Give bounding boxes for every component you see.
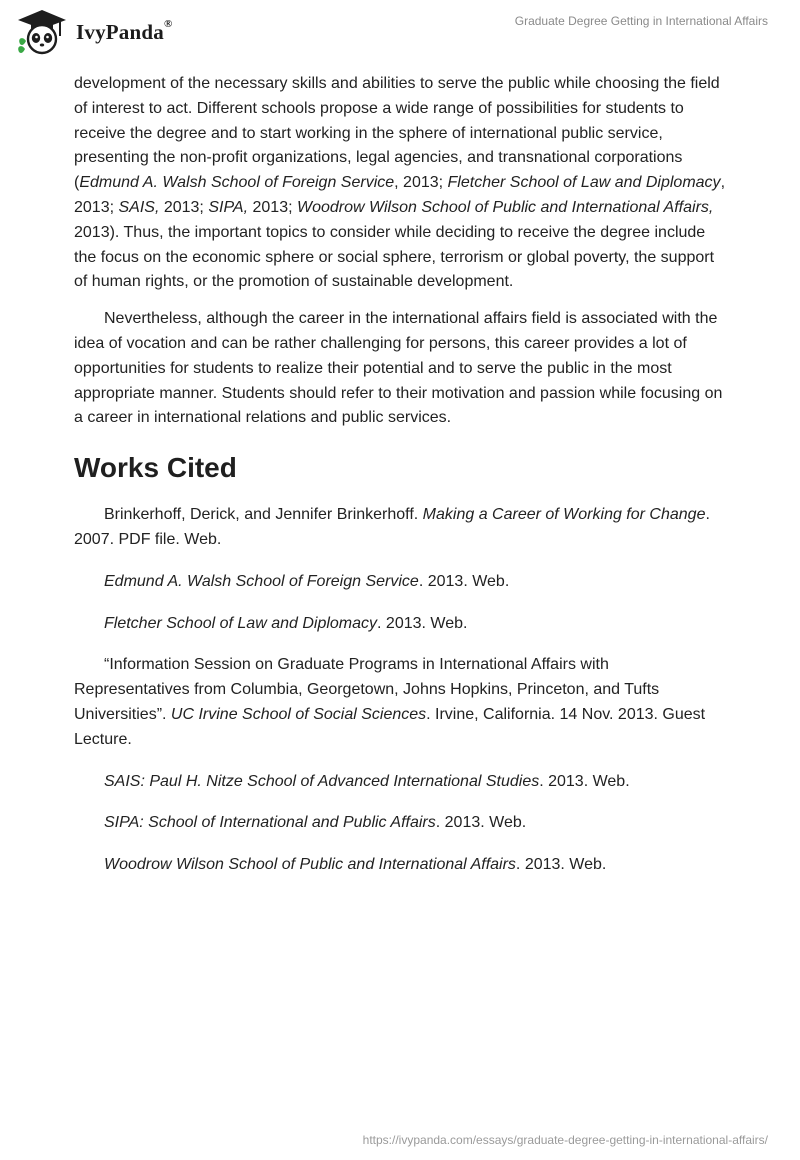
text-run: , 2013; <box>394 174 448 192</box>
text-run: . 2013. Web. <box>435 814 527 832</box>
citation-entry <box>74 853 726 878</box>
text-run: development of the necessary skills and abilities to serve the public while choosing the field of interest to act. Different schools propose a wide range of possibilities for students to receive the degree and to start working in the sphere of international public service, presenting the non-profit organizations, legal agencies, and transnational corporations ( <box>74 75 720 192</box>
document-body <box>74 72 726 895</box>
body-paragraph-conclusion: Nevertheless, although the career in the international affairs field is associated with the idea of vocation and can be rather challenging for persons, this career provides a lot of opportunities for students to realize their potential and to serve the public in the most appropriate manner. Students should refer to their motivation and passion while focusing on a career in international relations and public services. <box>74 310 723 427</box>
body-paragraph-continued <box>74 72 726 295</box>
panda-graduate-icon <box>14 8 70 56</box>
text-run: 2013; <box>159 198 209 216</box>
text-run: , 2013; <box>74 174 726 216</box>
italic-title: UC Irvine School of Social Sciences <box>170 705 427 723</box>
document-title: Graduate Degree Getting in International Affairs <box>514 14 768 28</box>
text-run: 2013; <box>248 198 297 216</box>
italic-title: SIPA: School of International and Public Affairs <box>104 814 436 832</box>
text-run: 2013). Thus, the important topics to consider while deciding to receive the degree include the focus on the economic sphere or social sphere, terrorism or global poverty, the support of human rights, or the promotion of sustainable development. <box>74 223 715 291</box>
brand-name: IvyPanda® <box>76 17 173 44</box>
source-url[interactable]: https://ivypanda.com/essays/graduate-degree-getting-in-international-affairs/ <box>362 1133 768 1147</box>
italic-title: SAIS: Paul H. Nitze School of Advanced International Studies <box>104 772 540 790</box>
text-run: . 2013. Web. <box>515 856 607 874</box>
citation-entry <box>74 612 726 637</box>
works-cited-heading: Works Cited <box>74 452 237 484</box>
italic-title: SAIS, <box>118 198 160 216</box>
citation-entry <box>74 770 726 795</box>
italic-title: Edmund A. Walsh School of Foreign Service <box>104 572 419 590</box>
text-run: . 2013. Web. <box>539 772 630 790</box>
text-run: . Irvine, California. 14 Nov. 2013. Guest Lecture. <box>74 705 706 748</box>
works-cited-list <box>74 503 726 878</box>
citation-entry <box>74 570 726 595</box>
italic-title: Fletcher School of Law and Diplomacy <box>447 174 721 192</box>
text-run: . 2013. Web. <box>418 572 510 590</box>
italic-title: Edmund A. Walsh School of Foreign Service <box>79 174 395 192</box>
italic-title: Woodrow Wilson School of Public and International Affairs, <box>296 198 714 216</box>
italic-title: Making a Career of Working for Change <box>422 506 706 524</box>
citation-entry <box>74 653 726 752</box>
text-run: . 2007. PDF file. Web. <box>74 506 710 548</box>
italic-title: Fletcher School of Law and Diplomacy <box>104 614 378 632</box>
italic-title: Woodrow Wilson School of Public and International Affairs <box>104 856 516 874</box>
text-run: “Information Session on Graduate Programs in International Affairs with Representatives from Columbia, Georgetown, Johns Hopkins, Princeton, and Tufts Universities”. <box>74 656 660 723</box>
citation-entry <box>74 811 726 836</box>
citation-entry <box>74 503 726 553</box>
text-run: . 2013. Web. <box>377 614 468 632</box>
ivypanda-logo[interactable] <box>14 8 172 56</box>
page-header <box>0 0 800 64</box>
text-run: Brinkerhoff, Derick, and Jennifer Brinkerhoff. <box>104 506 423 524</box>
italic-title: SIPA, <box>208 198 249 216</box>
